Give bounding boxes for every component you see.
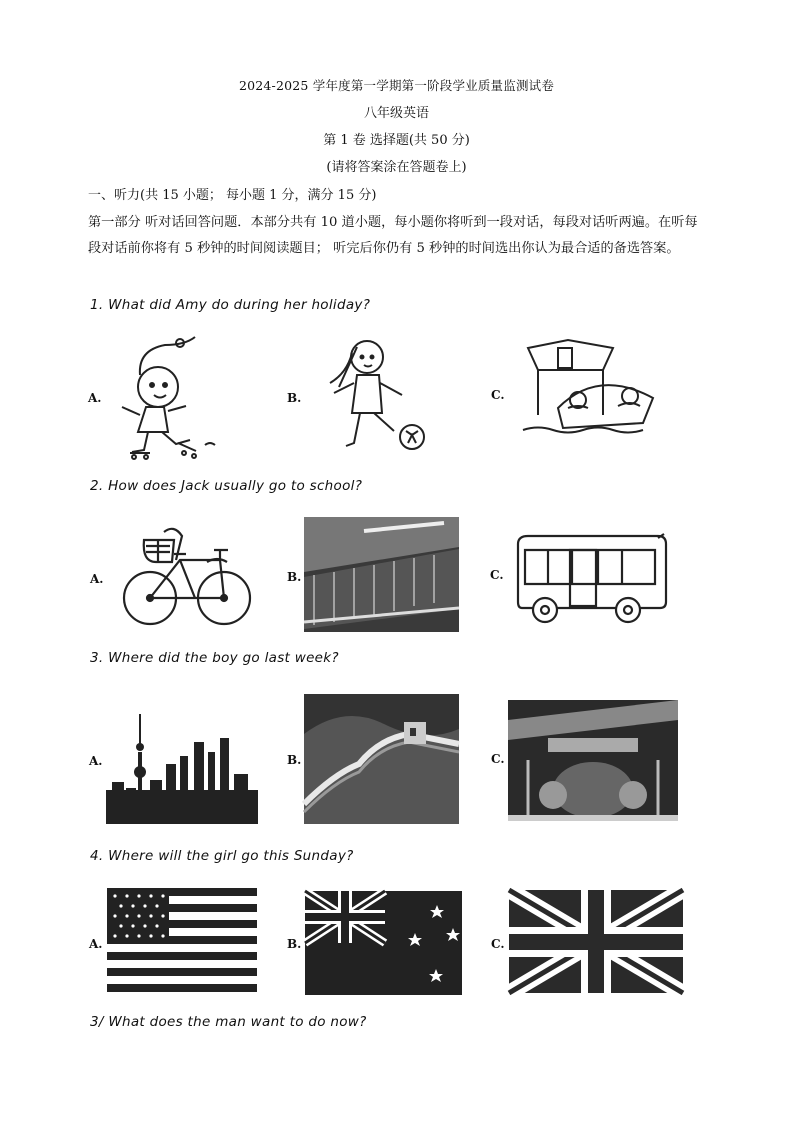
q1-option-a-label: A.: [88, 391, 102, 405]
q1-option-c-label: C.: [491, 388, 505, 402]
q4-uk-flag-picture: [509, 890, 683, 993]
q2-subway-picture: [304, 517, 459, 632]
q3-palace-gate-picture: [508, 690, 678, 830]
q2-bicycle-picture: [112, 520, 257, 630]
section-heading: 一、听力(共 15 小题； 每小题 1 分，满分 15 分): [88, 188, 377, 203]
q1-boat-picture: [518, 338, 658, 438]
q4-option-b-label: B.: [287, 937, 302, 951]
q2-option-a-label: A.: [90, 572, 104, 586]
exam-title: 2024-2025 学年度第一学期第一阶段学业质量监测试卷: [238, 78, 555, 93]
section-instruction: 第一部分 听对话回答问题．本部分共有 10 道小题，每小题你将听到一段对话，每段对话听两遍。在听每段对话前你将有 5 秒钟的时间阅读题目； 听完后你仍有 5 秒钟的时间选出你认为最合适的备选答案。: [88, 215, 698, 256]
answer-note: (请将答案涂在答题卷上): [326, 160, 467, 175]
question-2: 2. How does Jack usually go to school?: [90, 478, 363, 494]
question-1: 1. What did Amy do during her holiday?: [90, 297, 371, 313]
q2-option-b-label: B.: [287, 570, 302, 584]
q2-bus-picture: [510, 532, 670, 627]
q1-skating-girl-picture: [110, 335, 225, 460]
q3-option-b-label: B.: [287, 753, 302, 767]
q3-great-wall-picture: [304, 694, 459, 824]
q2-option-c-label: C.: [490, 568, 504, 582]
volume-heading: 第 1 卷 选择题(共 50 分): [323, 133, 470, 148]
q3-option-c-label: C.: [491, 752, 505, 766]
q1-football-girl-picture: [322, 335, 437, 455]
question-3: 3. Where did the boy go last week?: [90, 650, 339, 666]
q3-option-a-label: A.: [89, 754, 103, 768]
q4-usa-flag-picture: [107, 888, 257, 992]
exam-subject: 八年级英语: [363, 106, 429, 121]
q4-new-zealand-flag-picture: [305, 891, 462, 995]
question-4: 4. Where will the girl go this Sunday?: [90, 848, 354, 864]
q4-option-c-label: C.: [491, 937, 505, 951]
question-5: 3/ What does the man want to do now?: [90, 1014, 367, 1030]
q3-skyline-picture: [106, 712, 258, 824]
q4-option-a-label: A.: [89, 937, 103, 951]
q1-option-b-label: B.: [287, 391, 302, 405]
